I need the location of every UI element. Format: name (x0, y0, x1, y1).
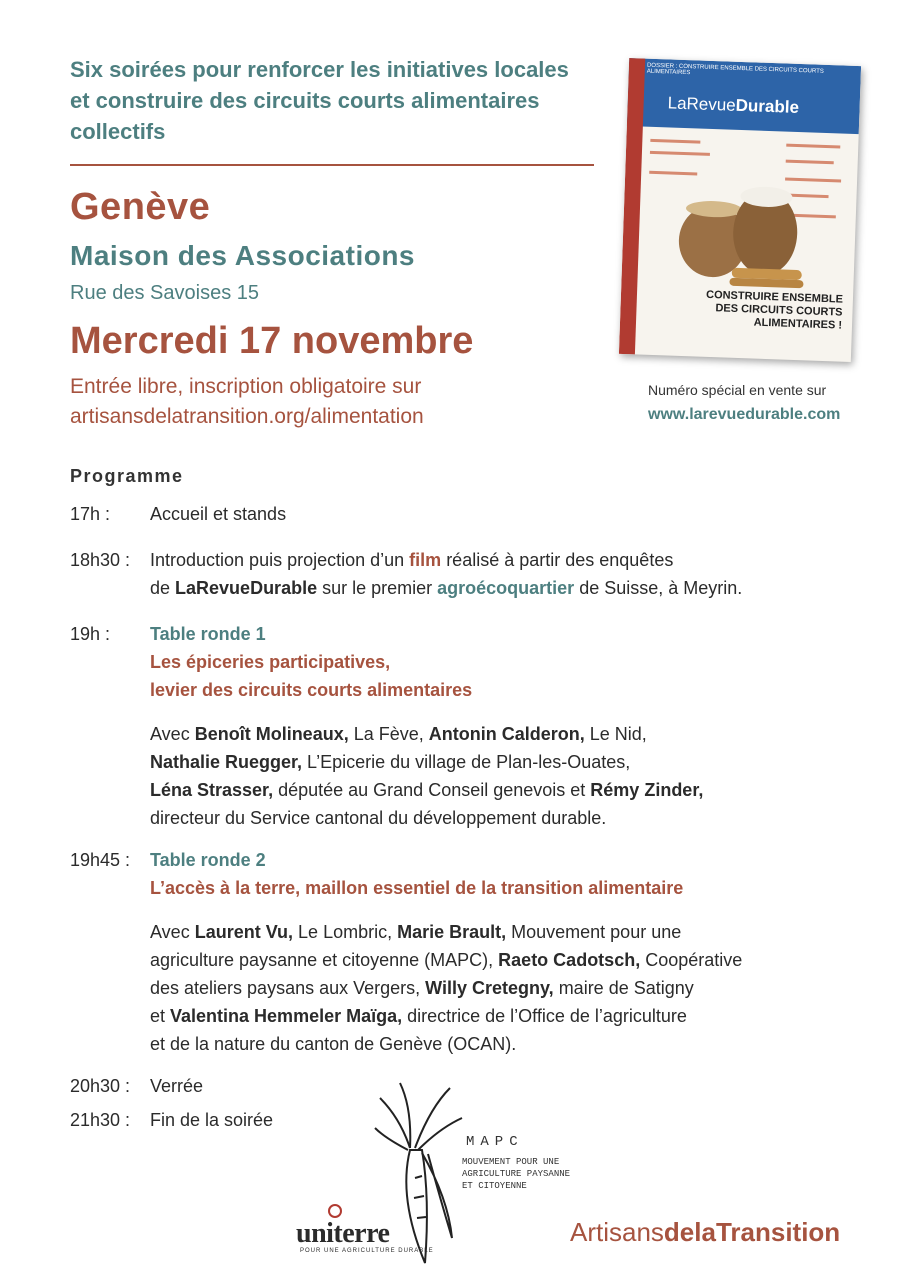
uniterre-logo-mark (328, 1204, 342, 1218)
mapc-logo: MAPC (466, 1134, 524, 1150)
round-table-label: Table ronde 1 (150, 624, 266, 644)
item-time: 20h30 : (70, 1076, 131, 1096)
divider (70, 164, 594, 166)
entry-info (70, 372, 630, 432)
item-text: Fin de la soirée (150, 1110, 274, 1130)
round-table-label: Table ronde 2 (150, 850, 266, 870)
item-time: 21h30 : (70, 1110, 131, 1130)
round-table-speakers: Avec Benoît Molineaux, La Fève, Antonin Calderon, Le Nid, Nathalie Ruegger, L’Epicerie du village de Plan-les-Ouates, Léna Strasser, députée au Grand Conseil genevois et Rémy Zinder, directeur du Service cantonal du développement durable. (150, 724, 704, 828)
round-table-title: Les épiceries participatives, (150, 652, 391, 672)
item-time: 17h : (70, 504, 111, 524)
item-text: Accueil et stands (150, 504, 287, 524)
uniterre-logo-subtitle: POUR UNE AGRICULTURE DURABLE (300, 1248, 434, 1254)
item-time: 19h45 : (70, 850, 131, 870)
entry-line: Entrée libre, inscription obligatoire sur (70, 375, 422, 398)
venue-name: Maison des Associations (70, 240, 415, 271)
artisans-de-la-transition-logo: ArtisansdelaTransition (570, 1217, 841, 1247)
magazine-title: LaRevueDurable (667, 93, 800, 117)
round-table-title: L’accès à la terre, maillon essentiel de la transition alimentaire (150, 878, 684, 898)
item-text: Verrée (150, 1076, 204, 1096)
magazine-dossier-strip: DOSSIER : CONSTRUIRE ENSEMBLE DES CIRCUITS COURTS ALIMENTAIRES (646, 62, 824, 77)
item-text: Introduction puis projection d’un film réalisé à partir des enquêtes de LaRevueDurable sur le premier agroécoquartier de Suisse, à Meyrin. (150, 550, 743, 598)
item-time: 18h30 : (70, 550, 131, 570)
uniterre-logo: uniterre (296, 1218, 390, 1249)
mapc-logo-subtitle: MOUVEMENT POUR UNE AGRICULTURE PAYSANNE ET CITOYENNE (462, 1157, 571, 1191)
event-date: Mercredi 17 novembre (70, 320, 474, 362)
registration-link[interactable]: artisansdelatransition.org/alimentation (70, 405, 424, 428)
programme-title: Programme (70, 466, 184, 486)
venue-address: Rue des Savoises 15 (70, 282, 260, 304)
magazine-cover (619, 58, 861, 362)
magazine-caption: Numéro spécial en vente sur (648, 382, 827, 398)
tagline: Six soirées pour renforcer les initiatives locales et construire des circuits courts alimentaires collectifs (70, 57, 569, 144)
round-table-speakers: Avec Laurent Vu, Le Lombric, Marie Brault, Mouvement pour une agriculture paysanne et citoyenne (MAPC), Raeto Cadotsch, Coopérative des ateliers paysans aux Vergers, Willy Cretegny, maire de Satigny et Valentina Hemmeler Maïga, directrice de l’Office de l’agriculture et de la nature du canton de Genève (OCAN). (150, 922, 743, 1054)
magazine-link[interactable]: www.larevuedurable.com (648, 406, 841, 423)
item-time: 19h : (70, 624, 111, 644)
round-table-title: levier des circuits courts alimentaires (150, 680, 473, 700)
city-title: Genève (70, 186, 211, 228)
magazine-cover-headline: CONSTRUIRE ENSEMBLE DES CIRCUITS COURTS ALIMENTAIRES ! (705, 288, 844, 332)
